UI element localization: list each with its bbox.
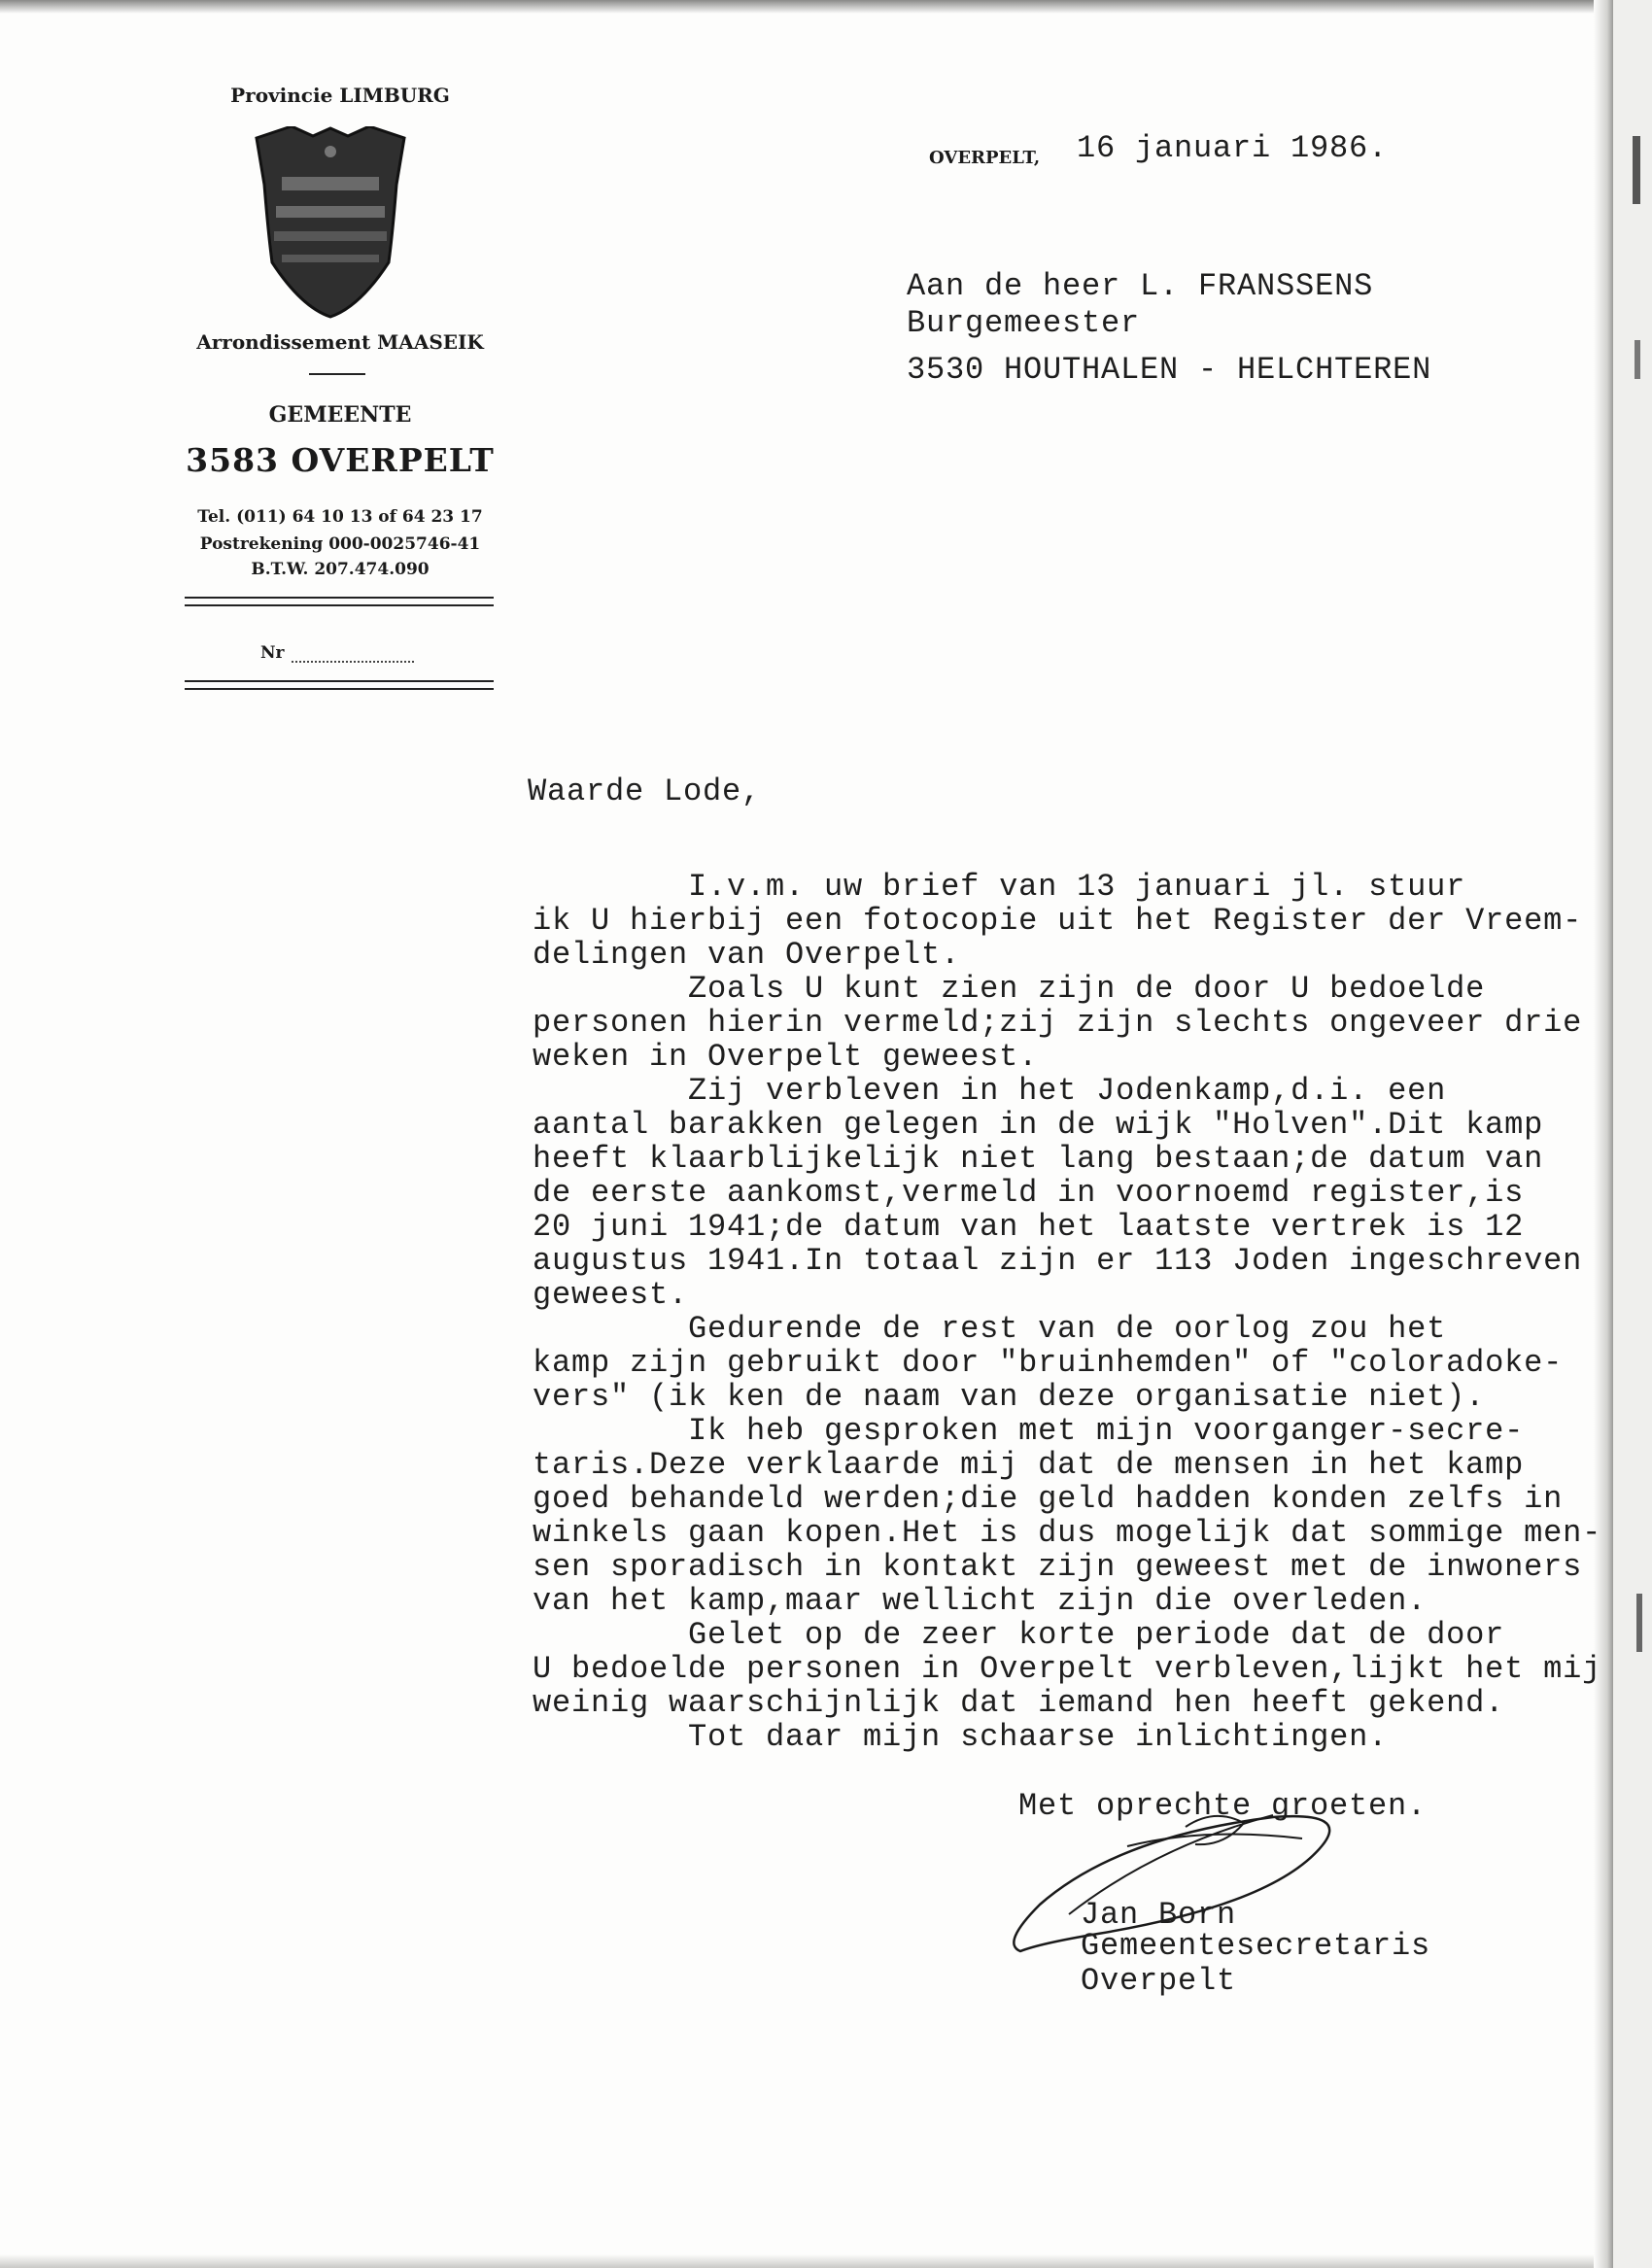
body-line: sen sporadisch in kontakt zijn geweest met de inwoners bbox=[533, 1549, 1583, 1585]
recipient-line-1: Aan de heer L. FRANSSENS bbox=[907, 268, 1374, 304]
body-line: Gelet op de zeer korte periode dat de door bbox=[533, 1617, 1505, 1653]
body-line: aantal barakken gelegen in de wijk "Holven".Dit kamp bbox=[533, 1107, 1544, 1143]
body-line: van het kamp,maar wellicht zijn die overleden. bbox=[533, 1583, 1428, 1619]
body-line: 20 juni 1941;de datum van het laatste vertrek is 12 bbox=[533, 1209, 1525, 1245]
body-line: personen hierin vermeld;zij zijn slechts ongeveer drie bbox=[533, 1005, 1583, 1041]
body-line: ik U hierbij een fotocopie uit het Register der Vreem- bbox=[533, 903, 1583, 939]
scan-edge-marks bbox=[1633, 136, 1640, 204]
body-line: Ik heb gesproken met mijn voorganger-secre- bbox=[533, 1413, 1525, 1449]
body-line: goed behandeld werden;die geld hadden konden zelfs in bbox=[533, 1481, 1564, 1517]
scan-edge-bottom bbox=[0, 2254, 1594, 2268]
reference-number-blank bbox=[292, 661, 414, 663]
body-line: weinig waarschijnlijk dat iemand hen heeft gekend. bbox=[533, 1685, 1505, 1721]
salutation: Waarde Lode, bbox=[528, 773, 762, 809]
phone-line: Tel. (011) 64 10 13 of 64 23 17 bbox=[197, 507, 483, 527]
letter-date: 16 januari 1986. bbox=[1077, 130, 1389, 166]
recipient-line-2: Burgemeester bbox=[907, 305, 1141, 341]
body-line: winkels gaan kopen.Het is dus mogelijk dat sommige men- bbox=[533, 1515, 1602, 1551]
postal-account-line: Postrekening 000-0025746-41 bbox=[199, 534, 481, 554]
scan-edge-top bbox=[0, 0, 1594, 14]
municipality-label: GEMEENTE bbox=[268, 402, 412, 428]
body-line: I.v.m. uw brief van 13 januari jl. stuur bbox=[533, 869, 1466, 905]
body-line: heeft klaarblijkelijk niet lang bestaan;de datum van bbox=[533, 1141, 1544, 1177]
body-line: taris.Deze verklaarde mij dat de mensen in het kamp bbox=[533, 1447, 1525, 1483]
letterhead-rule-top bbox=[185, 597, 494, 606]
body-line: kamp zijn gebruikt door "bruinhemden" of "coloradoke- bbox=[533, 1345, 1564, 1381]
body-line: augustus 1941.In totaal zijn er 113 Joden ingeschreven bbox=[533, 1243, 1583, 1279]
body-line: Zij verbleven in het Jodenkamp,d.i. een bbox=[533, 1073, 1447, 1109]
body-line: vers" (ik ken de naam van deze organisatie niet). bbox=[533, 1379, 1486, 1415]
scan-edge-mark-2 bbox=[1635, 340, 1640, 379]
municipal-coat-of-arms bbox=[243, 126, 418, 321]
province-line: Provincie LIMBURG bbox=[230, 84, 450, 107]
date-place: OVERPELT, bbox=[929, 148, 1041, 168]
municipality-name: 3583 OVERPELT bbox=[186, 441, 495, 479]
body-line: Zoals U kunt zien zijn de door U bedoelde bbox=[533, 971, 1486, 1007]
signatory-title: Gemeentesecretaris bbox=[1081, 1928, 1431, 1964]
body-line: de eerste aankomst,vermeld in voornoemd register,is bbox=[533, 1175, 1525, 1211]
closing: Met oprechte groeten. bbox=[1018, 1788, 1428, 1824]
body-line: delingen van Overpelt. bbox=[533, 937, 961, 973]
vat-line: B.T.W. 207.474.090 bbox=[251, 560, 430, 579]
letterhead-rule-bottom bbox=[185, 680, 494, 690]
body-line: Gedurende de rest van de oorlog zou het bbox=[533, 1311, 1447, 1347]
signatory-name: Jan Born bbox=[1081, 1897, 1237, 1933]
body-line: U bedoelde personen in Overpelt verbleven,lijkt het mij bbox=[533, 1651, 1602, 1687]
shield-icon bbox=[243, 126, 418, 321]
district-line: Arrondissement MAASEIK bbox=[196, 330, 484, 354]
scan-edge-strip bbox=[1613, 0, 1652, 2268]
body-line: weken in Overpelt geweest. bbox=[533, 1039, 1039, 1075]
recipient-line-3: 3530 HOUTHALEN - HELCHTEREN bbox=[907, 352, 1432, 388]
reference-number-label: Nr bbox=[260, 643, 285, 663]
body-line: Tot daar mijn schaarse inlichtingen. bbox=[533, 1719, 1389, 1755]
body-line: geweest. bbox=[533, 1277, 689, 1313]
district-underline bbox=[309, 373, 365, 375]
scan-edge-mark-3 bbox=[1636, 1594, 1642, 1652]
scan-edge-right bbox=[1594, 0, 1613, 2268]
signatory-place: Overpelt bbox=[1081, 1963, 1237, 1999]
